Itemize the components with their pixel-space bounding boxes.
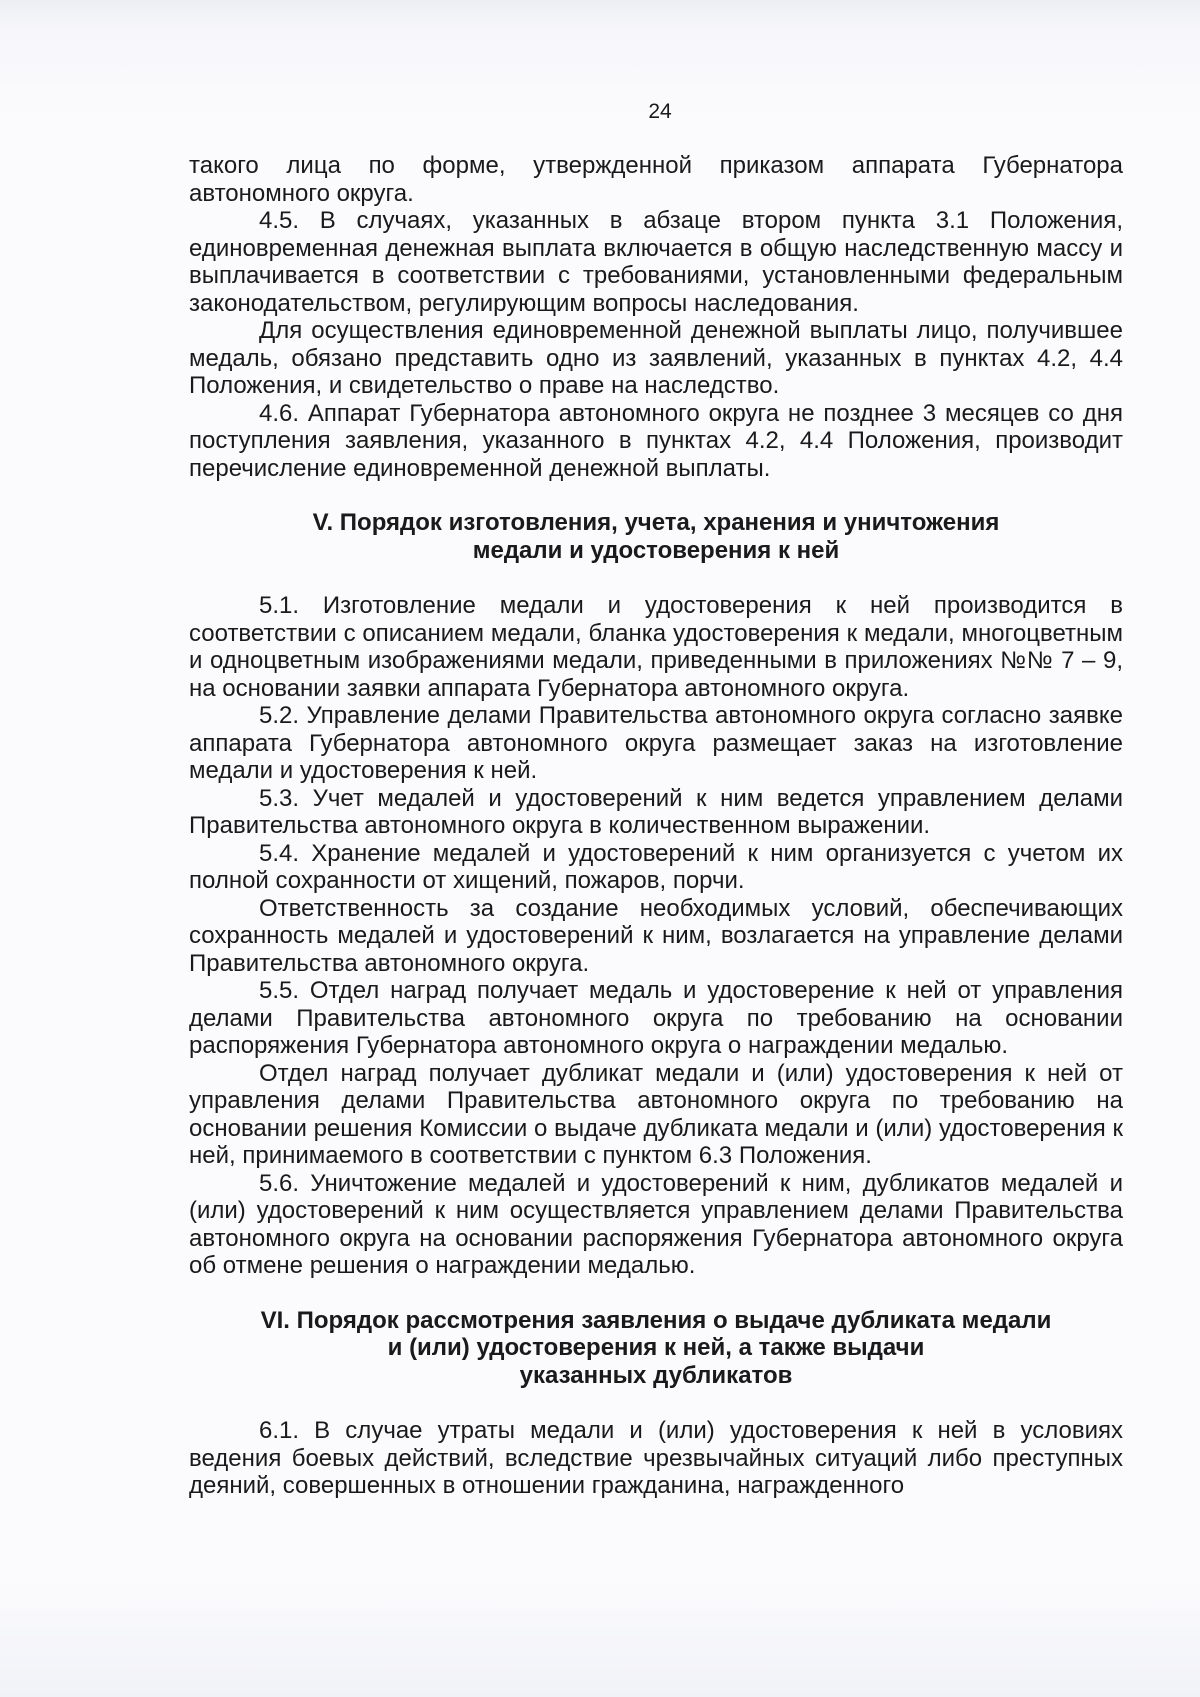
paragraph-4-6: 4.6. Аппарат Губернатора автономного округа не позднее 3 месяцев со дня поступления заявления, указанного в пунктах 4.2, 4.4 Положения, производит перечисление единовременной денежной выплаты.: [189, 399, 1123, 482]
paragraph-5-2: 5.2. Управление делами Правительства автономного округа согласно заявке аппарата Губернатора автономного округа размещает заказ на изготовление медали и удостоверения к ней.: [189, 702, 1123, 784]
paragraph-5-3: 5.3. Учет медалей и удостоверений к ним ведется управлением делами Правительства автономного округа в количественном выражении.: [189, 784, 1123, 839]
heading-line: медали и удостоверения к ней: [472, 536, 840, 564]
paragraph: Отдел наград получает дубликат медали и (или) удостоверения к ней от управления делами Правительства автономного округа по требованию на основании решения Комиссии о выдаче дубликата медали и (или) удостоверения к ней, принимаемого в соответствии с пунктом 6.3 Положения.: [189, 1059, 1123, 1169]
heading-line: указанных дубликатов: [519, 1361, 793, 1389]
paragraph-5-6: 5.6. Уничтожение медалей и удостоверений к ним, дубликатов медалей и (или) удостоверений к ним осуществляется управлением делами Правительства автономного округа на основании распоряжения Губернатора автономного округа об отмене решения о награждении медалью.: [189, 1169, 1123, 1279]
section-heading-v: [189, 509, 1123, 564]
paragraph-5-1: 5.1. Изготовление медали и удостоверения к ней производится в соответствии с описанием медали, бланка удостоверения к медали, многоцветным и одноцветным изображениями медали, приведенными в приложениях №№ 7 – 9, на основании заявки аппарата Губернатора автономного округа.: [189, 592, 1123, 702]
heading-line: V. Порядок изготовления, учета, хранения и уничтожения: [312, 509, 1000, 536]
section-heading-vi: [189, 1307, 1123, 1390]
paragraph-5-5: 5.5. Отдел наград получает медаль и удостоверение к ней от управления делами Правительства автономного округа по требованию на основании распоряжения Губернатора автономного округа о награждении медалью.: [189, 977, 1123, 1059]
paragraph: Для осуществления единовременной денежной выплаты лицо, получившее медаль, обязано представить одно из заявлений, указанных в пунктах 4.2, 4.4 Положения, и свидетельство о праве на наследство.: [189, 317, 1123, 399]
paragraph-5-4: 5.4. Хранение медалей и удостоверений к ним организуется с учетом их полной сохранности от хищений, пожаров, порчи.: [189, 839, 1123, 894]
paragraph-4-5: 4.5. В случаях, указанных в абзаце втором пункта 3.1 Положения, единовременная денежная выплата включается в общую наследственную массу и выплачивается в соответствии с требованиями, установленными федеральным законодательством, регулирующим вопросы наследования.: [189, 207, 1123, 317]
paragraph: такого лица по форме, утвержденной приказом аппарата Губернатора автономного округа.: [189, 152, 1123, 207]
heading-line: и (или) удостоверения к ней, а также выдачи: [387, 1334, 925, 1361]
paragraph: Ответственность за создание необходимых условий, обеспечивающих сохранность медалей и удостоверений к ним, возлагается на управление делами Правительства автономного округа.: [189, 894, 1123, 977]
document-body: [189, 152, 1123, 1500]
page-number: 24: [648, 100, 672, 123]
paragraph-6-1: 6.1. В случае утраты медали и (или) удостоверения к ней в условиях ведения боевых действий, вследствие чрезвычайных ситуаций либо преступных деяний, совершенных в отношении гражданина, награжденного: [189, 1417, 1123, 1499]
heading-line: VI. Порядок рассмотрения заявления о выдаче дубликата медали: [260, 1306, 1052, 1334]
